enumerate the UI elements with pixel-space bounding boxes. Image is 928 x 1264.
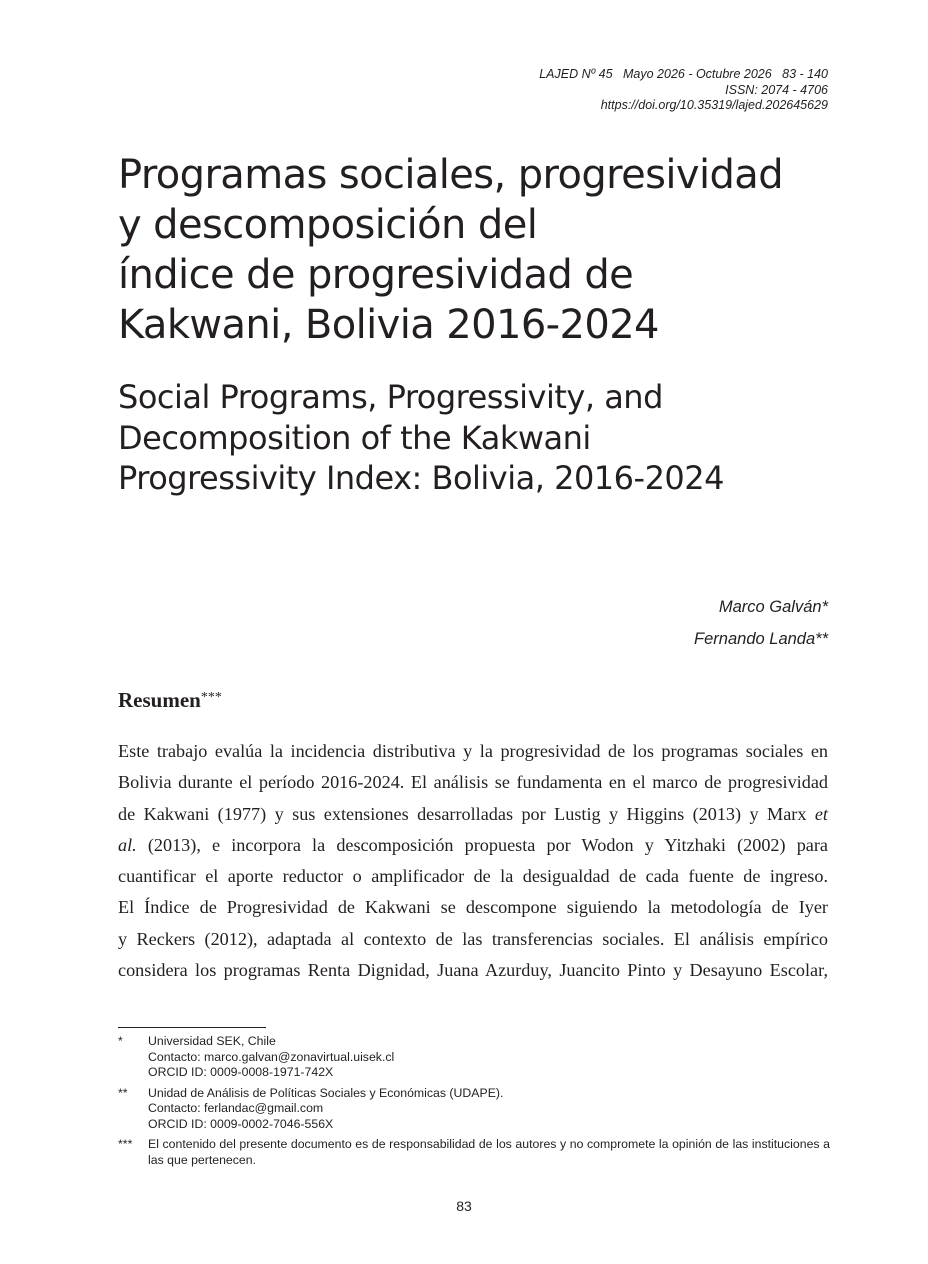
title-en-line: Progressivity Index: Bolivia, 2016-2024 [118, 459, 724, 497]
issn-line: ISSN: 2074 - 4706 [725, 82, 828, 97]
footnote-divider [118, 1027, 266, 1028]
title-english [118, 377, 838, 499]
footnote-mark: ** [118, 1085, 128, 1100]
title-es-line: índice de progresividad de [118, 252, 634, 298]
abstract-line [118, 799, 828, 830]
abstract-line-text: de Kakwani (1977) y sus extensiones desarrolladas por Lustig y Higgins (2013) y Marx [118, 803, 807, 824]
footnote [118, 1086, 830, 1133]
title-es-line: Programas sociales, progresividad [118, 152, 783, 198]
title-es-line: y descomposición del [118, 202, 538, 248]
footnote-line: ORCID ID: 0009-0008-1971-742X [148, 1065, 334, 1079]
abstract-line: Bolivia durante el período 2016-2024. El análisis se fundamenta en el marco de progresividad [118, 772, 828, 793]
abstract-italic-al: al. [118, 834, 137, 855]
abstract-heading [118, 685, 222, 715]
title-es-line: Kakwani, Bolivia 2016-2024 [118, 302, 659, 348]
abstract-line: Este trabajo evalúa la incidencia distributiva y la progresividad de los programas sociales en [118, 741, 828, 761]
footnote-line: ORCID ID: 0009-0002-7046-556X [148, 1116, 334, 1131]
author-name: Marco Galván* [718, 598, 828, 616]
author-name: Fernando Landa** [694, 630, 828, 648]
abstract-line [118, 830, 828, 861]
footnote-mark: * [118, 1034, 123, 1048]
footnote-text: El contenido del presente documento es de responsabilidad de los autores y no compromete la opinión de las instituciones a las que pertenecen. [148, 1137, 830, 1167]
footnote-mark: *** [118, 1137, 133, 1151]
abstract-italic-et: et [814, 803, 828, 824]
page-number: 83 [456, 1198, 472, 1214]
abstract-line: considera los programas Renta Dignidad, Juana Azurduy, Juancito Pinto y Desayuno Escolar, [118, 960, 828, 981]
journal-issue-line: LAJED Nº 45 Mayo 2026 - Octubre 2026 83 - 140 [539, 67, 828, 81]
footnote [118, 1034, 830, 1081]
journal-header [308, 67, 828, 114]
doi-line: https://doi.org/10.35319/lajed.202645629 [600, 98, 828, 112]
footnote [118, 1137, 830, 1168]
abstract-line: cuantificar el aporte reductor o amplificador de la desigualdad de cada fuente de ingreso. [118, 866, 828, 887]
abstract-line: El Índice de Progresividad de Kakwani se descompone siguiendo la metodología de Iyer [118, 897, 828, 918]
abstract-footnote-mark: *** [200, 690, 222, 705]
abstract-body [118, 736, 828, 986]
footnote-line: Contacto: ferlandac@gmail.com [148, 1101, 324, 1115]
footnote-line: Contacto: marco.galvan@zonavirtual.uisek.cl [148, 1049, 395, 1064]
title-en-line: Decomposition of the Kakwani [118, 418, 591, 457]
abstract-line-text: (2013), e incorpora la descomposición propuesta por Wodon y Yitzhaki (2002) para [147, 834, 829, 855]
footnotes [118, 1034, 830, 1173]
author-list [428, 591, 828, 655]
title-spanish [118, 150, 838, 350]
abstract-heading-text: Resumen [118, 688, 201, 712]
footnote-line: Universidad SEK, Chile [148, 1034, 276, 1048]
title-en-line: Social Programs, Progressivity, and [118, 378, 663, 416]
abstract-line: y Reckers (2012), adaptada al contexto de las transferencias sociales. El análisis empírico [118, 928, 828, 949]
footnote-line: Unidad de Análisis de Políticas Sociales y Económicas (UDAPE). [148, 1085, 504, 1100]
